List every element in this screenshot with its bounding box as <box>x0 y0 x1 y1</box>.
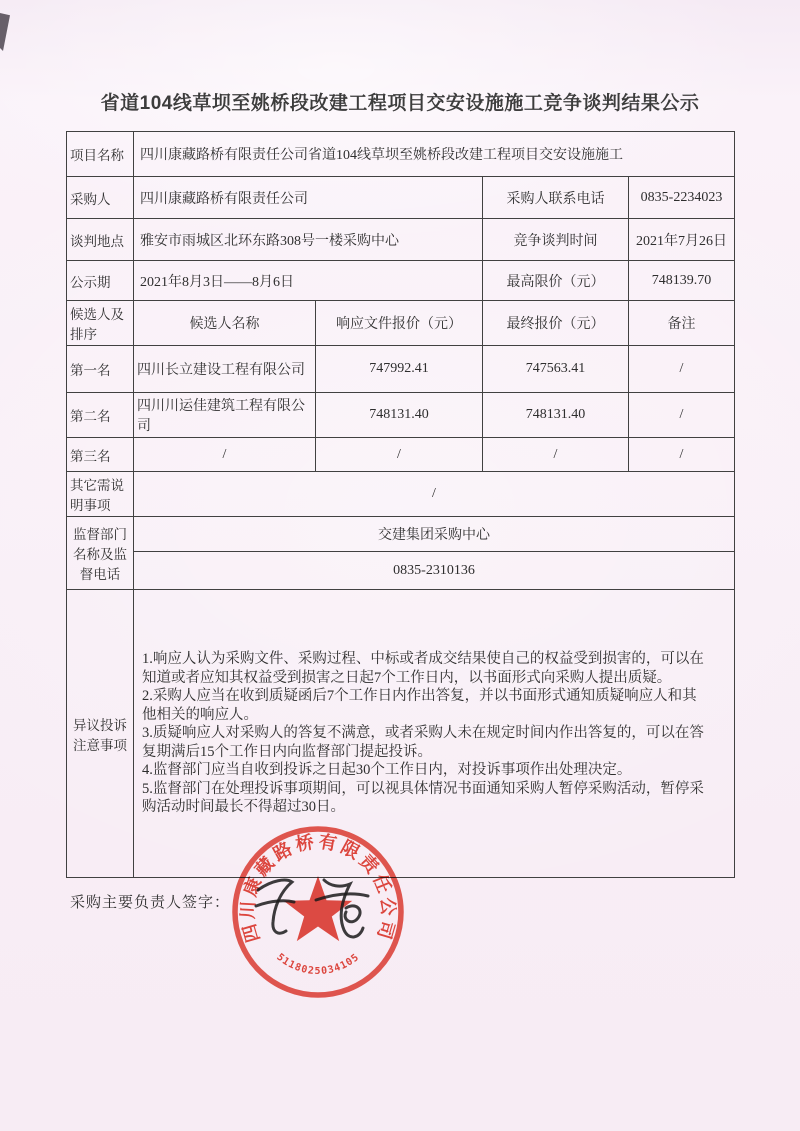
candidates-remark-header: 备注 <box>629 301 735 346</box>
candidate-rank: 第一名 <box>67 346 134 393</box>
purchaser-phone-label: 采购人联系电话 <box>483 177 629 219</box>
project-name-value: 四川康藏路桥有限责任公司省道104线草坝至姚桥段改建工程项目交安设施施工 <box>134 132 735 177</box>
other-notes-label: 其它需说明事项 <box>67 472 134 517</box>
candidate-remark: / <box>629 393 735 438</box>
candidate-rank: 第三名 <box>67 438 134 472</box>
candidate-final-price: 748131.40 <box>483 393 629 438</box>
result-table <box>66 131 735 878</box>
candidate-remark: / <box>629 346 735 393</box>
table-row <box>67 132 735 177</box>
negotiation-place-value: 雅安市雨城区北环东路308号一楼采购中心 <box>134 219 483 261</box>
purchaser-label: 采购人 <box>67 177 134 219</box>
candidates-rank-header: 候选人及排序 <box>67 301 134 346</box>
candidate-row <box>67 438 735 472</box>
objection-item: 4.监督部门应当自收到投诉之日起30个工作日内，对投诉事项作出处理决定。 <box>142 762 632 779</box>
table-row <box>67 517 735 552</box>
candidates-header-row <box>67 301 735 346</box>
candidate-final-price: 747563.41 <box>483 346 629 393</box>
candidates-doc-price-header: 响应文件报价（元） <box>316 301 483 346</box>
project-name-label: 项目名称 <box>67 132 134 177</box>
table-row <box>67 472 735 517</box>
seal-number-text <box>274 952 361 977</box>
candidate-rank: 第二名 <box>67 393 134 438</box>
objection-item: 5.监督部门在处理投诉事项期间，可以视具体情况书面通知采购人暂停采购活动，暂停采购活动时间最长不得超过30日。 <box>142 780 704 816</box>
document-title: 省道104线草坝至姚桥段改建工程项目交安设施施工竞争谈判结果公示 <box>100 93 700 114</box>
negotiation-time-label: 竞争谈判时间 <box>483 219 629 261</box>
publicity-period-value: 2021年8月3日——8月6日 <box>134 261 483 301</box>
max-price-label: 最高限价（元） <box>483 261 629 301</box>
table-row <box>67 261 735 301</box>
table-row <box>67 552 735 590</box>
table-row <box>67 177 735 219</box>
purchaser-phone-value: 0835-2234023 <box>629 177 735 219</box>
max-price-value: 748139.70 <box>629 261 735 301</box>
publicity-period-label: 公示期 <box>67 261 134 301</box>
objection-item: 3.质疑响应人对采购人的答复不满意，或者采购人未在规定时间内作出答复的，可以在答复期满后15个工作日内向监督部门提起投诉。 <box>142 725 704 760</box>
objection-item: 2.采购人应当在收到质疑函后7个工作日内作出答复，并以书面形式通知质疑响应人和其他相关的响应人。 <box>142 688 697 723</box>
candidate-row <box>67 346 735 393</box>
supervisor-name: 交建集团采购中心 <box>134 517 735 552</box>
candidate-doc-price: / <box>316 438 483 472</box>
candidate-doc-price: 748131.40 <box>316 393 483 438</box>
candidate-remark: / <box>629 438 735 472</box>
signature-line-label: 采购主要负责人签字： <box>70 895 231 911</box>
objection-item: 1.响应人认为采购文件、采购过程、中标或者成交结果使自己的权益受到损害的，可以在知道或者应知其权益受到损害之日起7个工作日内，以书面形式向采购人提出质疑。 <box>142 651 704 686</box>
candidates-final-price-header: 最终报价（元） <box>483 301 629 346</box>
supervisor-phone: 0835-2310136 <box>134 552 735 590</box>
supervisor-label: 监督部门名称及监督电话 <box>67 517 134 590</box>
candidate-name: / <box>134 438 316 472</box>
purchaser-value: 四川康藏路桥有限责任公司 <box>134 177 483 219</box>
seal-company-textpath: 四川康藏路桥有限责任公司 <box>237 831 399 945</box>
candidate-row <box>67 393 735 438</box>
objection-notice <box>134 590 735 878</box>
seal-number-textpath: 5118025034105 <box>274 951 362 978</box>
candidate-name: 四川川运佳建筑工程有限公司 <box>134 393 316 438</box>
negotiation-time-value: 2021年7月26日 <box>629 219 735 261</box>
negotiation-place-label: 谈判地点 <box>67 219 134 261</box>
other-notes-value: / <box>134 472 735 517</box>
candidate-name: 四川长立建设工程有限公司 <box>134 346 316 393</box>
candidates-name-header: 候选人名称 <box>134 301 316 346</box>
objection-label: 异议投诉注意事项 <box>67 590 134 878</box>
company-seal <box>227 820 409 1004</box>
scan-corner-artifact <box>0 13 13 51</box>
table-row <box>67 219 735 261</box>
candidate-doc-price: 747992.41 <box>316 346 483 393</box>
candidate-final-price: / <box>483 438 629 472</box>
